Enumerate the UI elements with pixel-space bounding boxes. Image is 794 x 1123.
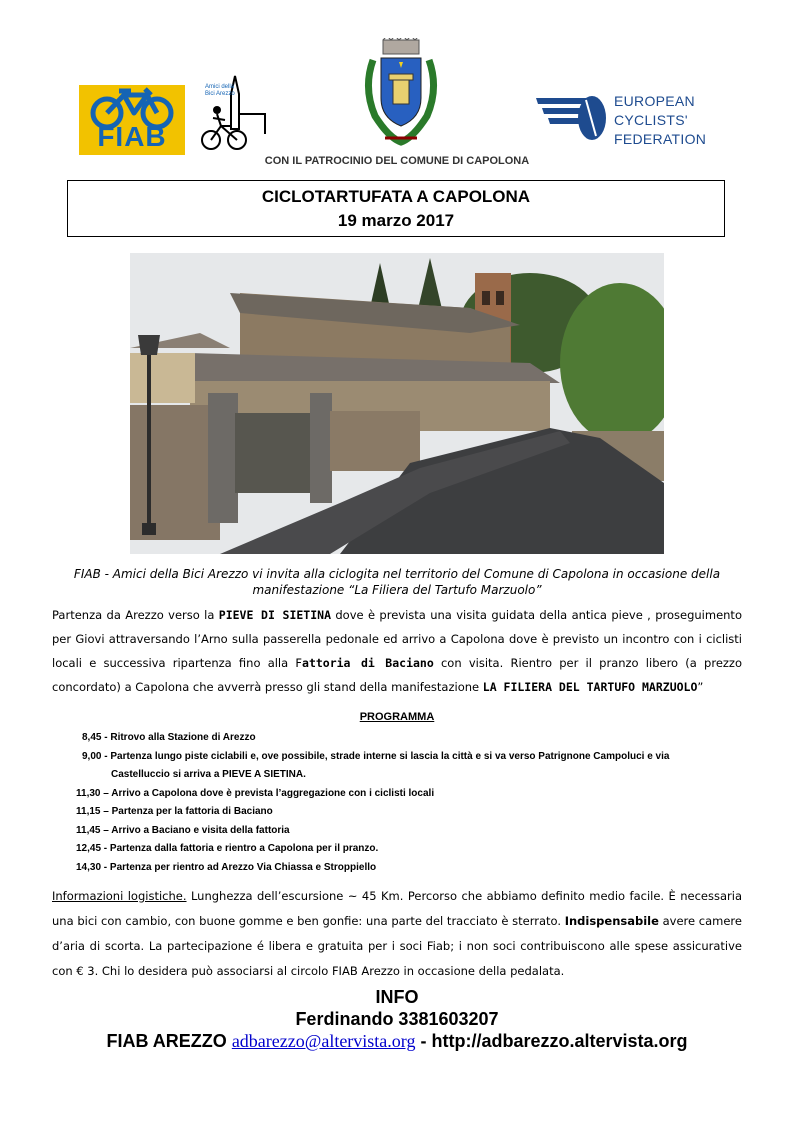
logistics-text-2: avere camere d’aria di scorta. La partecipazione é libera e gratuita per i soci Fiab; i non soci contribuiscono alle spese assicurative con € 3. Chi lo desidera può associarsi al circolo FIAB Arezzo in occasione della pedalata. — [52, 914, 742, 978]
fiab-logo-text: FIAB — [97, 121, 167, 152]
event-title: CICLOTARTUFATA A CAPOLONA — [261, 187, 531, 206]
capolona-coat-of-arms — [355, 38, 447, 150]
title-box — [67, 180, 725, 237]
amici-della-bici-logo — [195, 74, 269, 154]
info-org: FIAB AREZZO — [106, 1031, 227, 1051]
amici-logo-text: Amici della Bici Arezzo — [205, 84, 235, 97]
program-item: 9,00 - Partenza lungo piste ciclabili e, ove possibile, strade interne si lascia la città e si va verso Patrignone Campoluci e via — [82, 751, 670, 762]
intro-paragraph — [52, 603, 742, 699]
pieve-photo — [130, 253, 664, 554]
logistics-paragraph — [52, 884, 742, 984]
intro-text-2: dove è prevista una visita guidata della antica pieve , proseguimento per Giovi attraversando l’Arno sulla passerella pedonale ed arrivo a Capolona dove è previsto un incontro con i ciclisti locali e successiva ripartenza fino alla F — [52, 608, 742, 670]
ecf-wing-icon — [534, 90, 612, 148]
intro-bold-filiera: LA FILIERA DEL TARTUFO MARZUOLO — [482, 680, 698, 694]
event-date: 19 marzo 2017 — [337, 211, 455, 230]
info-block — [0, 986, 794, 1052]
intro-bold-pieve: PIEVE DI SIETINA — [218, 608, 331, 622]
program-item-continuation: Castelluccio si arriva a PIEVE A SIETINA. — [111, 769, 306, 780]
program-item: 11,45 – Arrivo a Baciano e visita della fattoria — [76, 825, 290, 836]
logistics-text-1: Lunghezza dell’escursione ~ 45 Km. Percorso che abbiamo definito medio facile. È necessaria una bici con cambio, con buone gomme e ben gonfie: una parte del tracciato è sterrato. — [52, 889, 742, 928]
intro-text-3: con visita. Rientro per il pranzo libero (a prezzo concordato) a Capolona che avverrà presso gli stand della manifestazione — [52, 656, 743, 694]
program-item: 14,30 - Partenza per rientro ad Arezzo Via Chiassa e Stroppiello — [76, 862, 377, 873]
fiab-logo — [79, 85, 185, 155]
program-item: 11,15 – Partenza per la fattoria di Baciano — [76, 806, 273, 817]
crest-icon — [355, 38, 447, 150]
intro-text-1: Partenza da Arezzo verso la — [52, 608, 219, 622]
ecf-logo — [534, 90, 714, 148]
logistics-bold: Indispensabile — [564, 914, 659, 928]
program-item: 11,30 – Arrivo a Capolona dove è prevista l’aggregazione con i ciclisti locali — [76, 788, 435, 799]
invitation-caption: FIAB - Amici della Bici Arezzo vi invita alla ciclogita nel territorio del Comune di Capolona in occasione della manifestazione “La Filiera del Tartufo Marzuolo” — [73, 567, 721, 597]
info-org-line — [0, 1030, 794, 1052]
logistics-label: Informazioni logistiche. — [52, 889, 187, 903]
intro-text-4: ” — [697, 680, 704, 694]
patronage-line: CON IL PATROCINIO DEL COMUNE DI CAPOLONA — [264, 155, 530, 167]
ecf-text — [614, 92, 706, 149]
website-link[interactable]: http://adbarezzo.altervista.org — [431, 1031, 688, 1051]
email-link[interactable]: adbarezzo@altervista.org — [231, 1031, 416, 1051]
ecf-line-1: EUROPEAN — [614, 93, 695, 109]
program-item: 12,45 - Partenza dalla fattoria e rientro a Capolona per il pranzo. — [76, 843, 379, 854]
programma-heading: PROGRAMMA — [359, 711, 435, 723]
info-separator: - — [415, 1031, 432, 1051]
info-heading: INFO — [375, 987, 419, 1007]
program-item: 8,45 - Ritrovo alla Stazione di Arezzo — [82, 732, 256, 743]
info-contact: Ferdinando 3381603207 — [295, 1009, 499, 1029]
church-photo-illustration — [130, 253, 664, 554]
ecf-line-3: FEDERATION — [614, 131, 707, 147]
intro-bold-fattoria: attoria di Baciano — [302, 656, 434, 670]
ecf-line-2: CYCLISTS' — [614, 112, 688, 128]
